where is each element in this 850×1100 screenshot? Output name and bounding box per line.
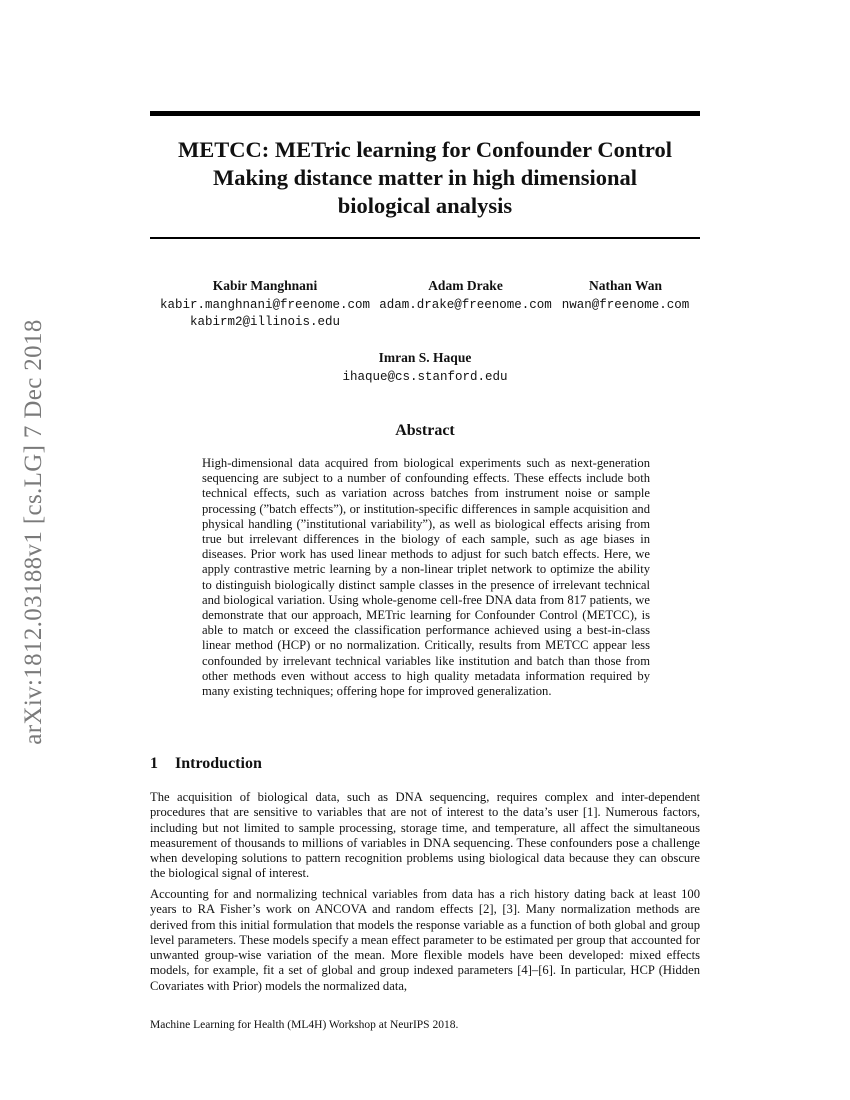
author-nathan-wan bbox=[558, 277, 693, 314]
arxiv-stamp bbox=[14, 292, 54, 772]
author-email[interactable]: adam.drake@freenome.com bbox=[379, 298, 552, 312]
author-email-secondary[interactable]: kabirm2@illinois.edu bbox=[189, 315, 341, 329]
author-adam-drake bbox=[378, 277, 553, 314]
title-rule-top bbox=[150, 111, 700, 116]
author-email[interactable]: ihaque@cs.stanford.edu bbox=[342, 370, 508, 384]
abstract-text: High-dimensional data acquired from biological experiments such as next-generation sequencing are subject to a number of confounding effects. These effects include both technical effects, such as variation across batches from instrument noise or sample processing (”batch effects”), or institution-specific differences in sample acquisition and physical handling (”institutional variability”), as well as biological effects arising from true but irrelevant differences in the biology of each sample, such as age biases in diseases. Prior work has used linear methods to adjust for such batch effects. Here, we apply contrastive metric learning by a non-linear triplet network to optimize the ability to distinguish biologically distinct sample classes in the presence of irrelevant technical and biological variation. Using whole-genome cell-free DNA data from 817 patients, we demonstrate that our approach, METric learning for Confounder Control (METCC), is able to match or exceed the classification performance achieved using a best-in-class linear method (HCP) or no normalization. Critically, results from METCC appear less confounded by irrelevant technical variables like institution and batch than those from other methods even without access to high quality metadata information required by many existing techniques; offering hope for improved generalization. bbox=[202, 456, 650, 699]
author-name: Adam Drake bbox=[428, 278, 503, 293]
abstract-heading: Abstract bbox=[395, 422, 455, 439]
intro-paragraph-1: The acquisition of biological data, such as DNA sequencing, requires complex and inter-dependent procedures that are sensitive to variables that are not of interest to the data’s user [1]. Numerous factors, including but not limited to sample processing, storage time, and temperature, all affect the simultaneous measurement of thousands to millions of variables in DNA sequencing. These confounders pose a challenge when developing solutions to pattern recognition problems using biological data because they can obscure the biological signal of interest. bbox=[150, 790, 700, 881]
title-line-3: biological analysis bbox=[337, 193, 513, 218]
author-name: Nathan Wan bbox=[589, 278, 662, 293]
title-rule-bottom bbox=[150, 237, 700, 239]
title-line-2: Making distance matter in high dimensional bbox=[212, 165, 637, 190]
author-kabir-manghnani bbox=[160, 277, 370, 331]
arxiv-stamp-text: arXiv:1812.03188v1 [cs.LG] 7 Dec 2018 bbox=[20, 319, 47, 745]
intro-paragraph-2: Accounting for and normalizing technical variables from data has a rich history dating back at least 100 years to RA Fisher’s work on ANCOVA and random effects [2], [3]. Many normalization methods are derived from this initial formulation that models the response variable as a function of both global and group level parameters. These models specify a mean effect parameter to be estimated per group that accounted for unwanted group-wise variation of the mean. More flexible models have been developed: mixed effects models, for example, fit a set of global and group indexed parameters [4]–[6]. In particular, HCP (Hidden Covariates with Prior) models the normalized data, bbox=[150, 887, 700, 993]
section-title: Introduction bbox=[175, 755, 262, 772]
author-email[interactable]: kabir.manghnani@freenome.com bbox=[160, 298, 371, 312]
author-name: Kabir Manghnani bbox=[212, 278, 318, 293]
footer-note: Machine Learning for Health (ML4H) Workshop at NeurIPS 2018. bbox=[150, 1019, 459, 1031]
author-name: Imran S. Haque bbox=[378, 350, 472, 365]
author-imran-haque bbox=[325, 349, 525, 386]
section-number: 1 bbox=[150, 755, 158, 772]
paper-title bbox=[150, 136, 700, 220]
section-heading-introduction bbox=[150, 755, 262, 773]
title-line-1: METCC: METric learning for Confounder Control bbox=[178, 137, 672, 162]
author-email[interactable]: nwan@freenome.com bbox=[561, 298, 690, 312]
